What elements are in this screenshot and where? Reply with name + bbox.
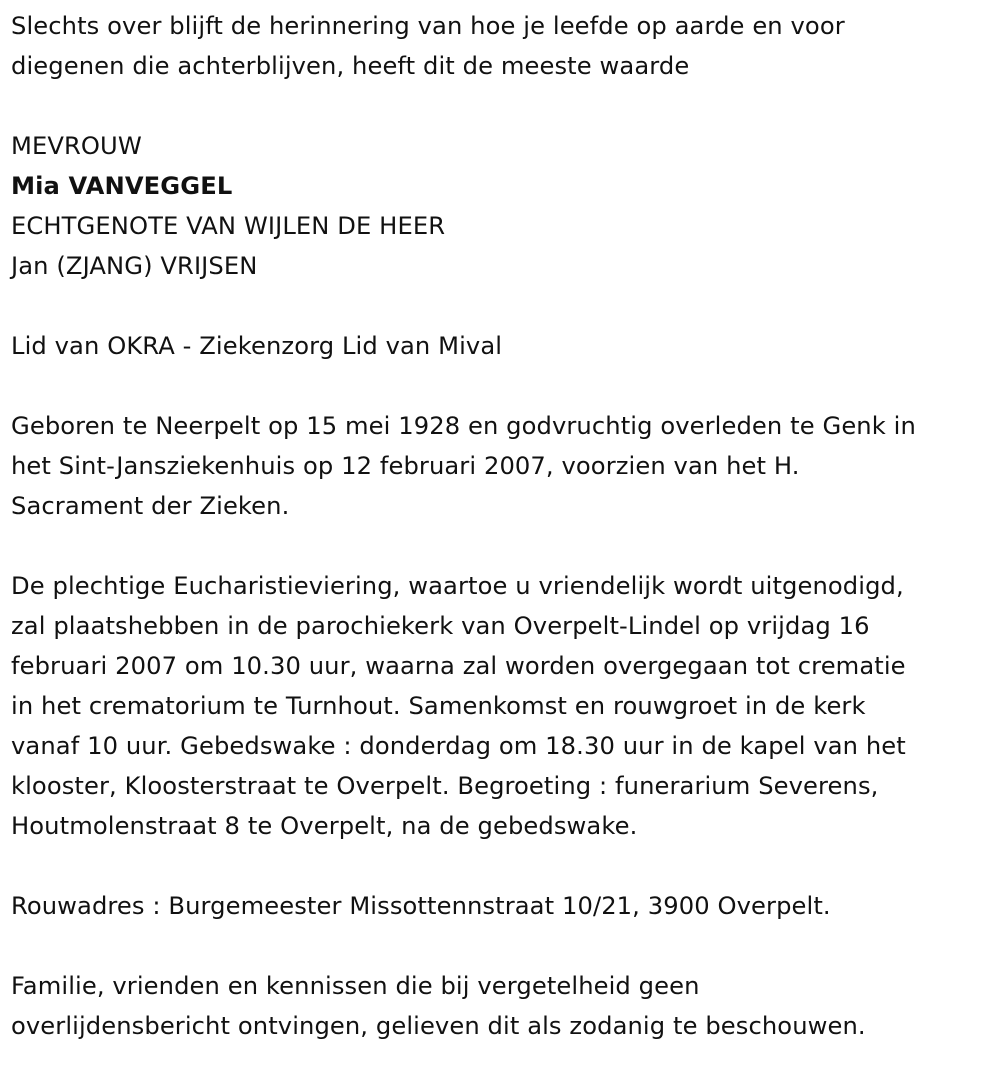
paragraph-line: Sacrament der Zieken.	[11, 492, 290, 520]
deceased-block	[11, 126, 990, 286]
paragraph-line: Familie, vrienden en kennissen die bij vergetelheid geen	[11, 972, 700, 1000]
spacer	[11, 366, 990, 406]
paragraph-line: vanaf 10 uur. Gebedswake : donderdag om 18.30 uur in de kapel van het	[11, 732, 906, 760]
paragraph-line: zal plaatshebben in de parochiekerk van Overpelt-Lindel op vrijdag 16	[11, 612, 870, 640]
paragraph-line: februari 2007 om 10.30 uur, waarna zal worden overgegaan tot crematie	[11, 652, 906, 680]
spacer	[11, 86, 990, 126]
paragraph-line: het Sint-Jansziekenhuis op 12 februari 2007, voorzien van het H.	[11, 452, 800, 480]
paragraph-line: Houtmolenstraat 8 te Overpelt, na de gebedswake.	[11, 812, 638, 840]
paragraph-line: in het crematorium te Turnhout. Samenkomst en rouwgroet in de kerk	[11, 692, 866, 720]
spacer	[11, 846, 990, 886]
paragraph-line: overlijdensbericht ontvingen, gelieven dit als zodanig te beschouwen.	[11, 1012, 866, 1040]
relation-line: ECHTGENOTE VAN WIJLEN DE HEER	[11, 212, 446, 240]
spacer	[11, 286, 990, 326]
spacer	[11, 926, 990, 966]
closing-paragraph	[11, 966, 990, 1046]
spacer	[11, 526, 990, 566]
paragraph-line: klooster, Kloosterstraat te Overpelt. Begroeting : funerarium Severens,	[11, 772, 879, 800]
birth-death-paragraph	[11, 406, 990, 526]
memorial-quote	[11, 6, 990, 86]
deceased-name: Mia VANVEGGEL	[11, 172, 233, 200]
mourning-address: Rouwadres : Burgemeester Missottennstraat 10/21, 3900 Overpelt.	[11, 892, 831, 920]
ceremony-paragraph	[11, 566, 990, 846]
paragraph-line: Geboren te Neerpelt op 15 mei 1928 en godvruchtig overleden te Genk in	[11, 412, 916, 440]
quote-line: diegenen die achterblijven, heeft dit de meeste waarde	[11, 52, 690, 80]
honorific-title: MEVROUW	[11, 132, 142, 160]
spouse-name: Jan (ZJANG) VRIJSEN	[11, 252, 258, 280]
paragraph-line: De plechtige Eucharistieviering, waartoe u vriendelijk wordt uitgenodigd,	[11, 572, 904, 600]
membership-line: Lid van OKRA - Ziekenzorg Lid van Mival	[11, 332, 503, 360]
quote-line: Slechts over blijft de herinnering van hoe je leefde op aarde en voor	[11, 12, 845, 40]
